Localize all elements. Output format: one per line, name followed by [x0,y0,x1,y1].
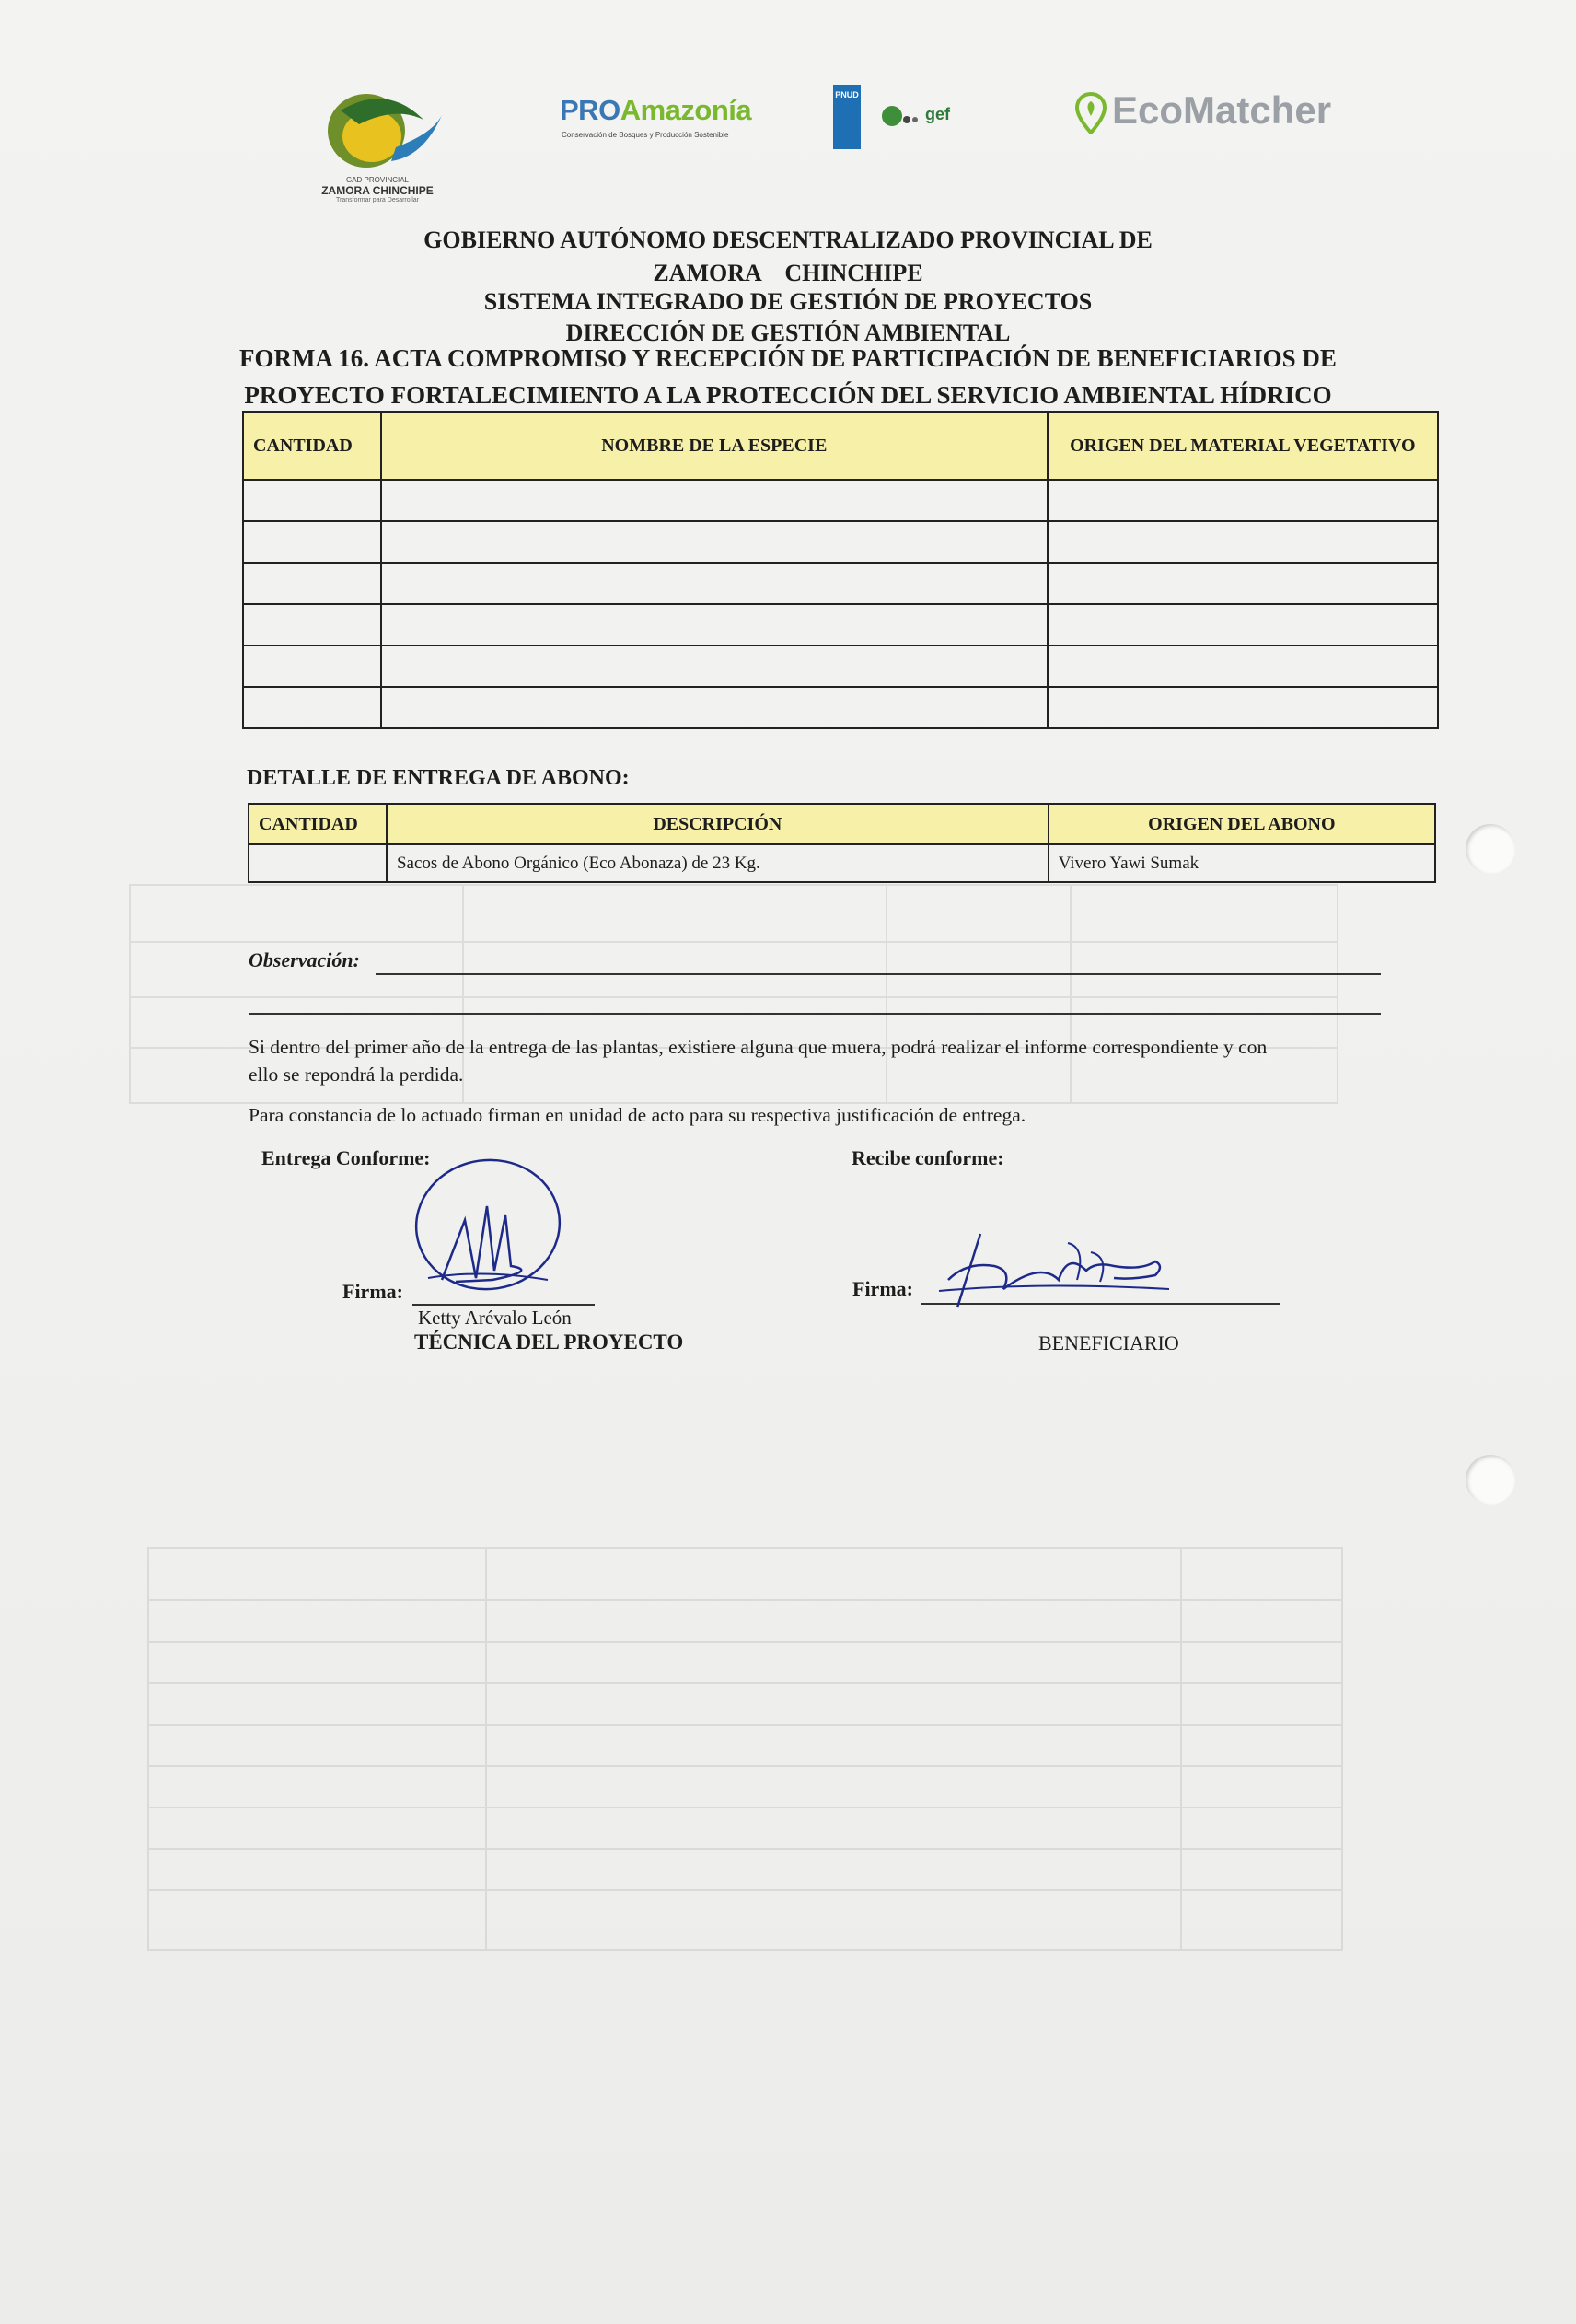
gef-text: gef [925,105,950,123]
cell-origen[interactable]: Vivero Yawi Sumak [1049,844,1435,882]
undp-logo [833,85,861,149]
map-pin-icon [1075,92,1107,134]
replacement-note-line2: ello se repondrá la perdida. [249,1063,464,1086]
replacement-note-line1: Si dentro del primer año de la entrega de las plantas, existiere alguna que muera, podrá realizar el informe correspondiente y con [249,1036,1268,1058]
cell-descripcion[interactable]: Sacos de Abono Orgánico (Eco Abonaza) de 23 Kg. [387,844,1049,882]
species-table [242,411,1439,729]
table-row [243,521,1438,563]
header-nombre-especie: NOMBRE DE LA ESPECIE [381,412,1048,480]
header-line-2: ZAMORA CHINCHIPE [653,260,923,286]
cell[interactable] [381,480,1048,521]
cell[interactable] [1048,563,1438,604]
header-line-4: DIRECCIÓN DE GESTIÓN AMBIENTAL [565,320,1011,346]
left-signature-image [391,1151,575,1307]
table-row [243,645,1438,687]
punch-hole [1466,1455,1515,1505]
left-signature-heading: Entrega Conforme: [261,1146,431,1169]
table-row [249,844,1435,882]
cell[interactable] [243,521,381,563]
cell[interactable] [243,687,381,728]
header-line-1: GOBIERNO AUTÓNOMO DESCENTRALIZADO PROVINCIAL DE [423,227,1153,253]
leaf-logo-icon [304,83,451,175]
table-header-row [249,804,1435,844]
table-row [243,687,1438,728]
right-signature-heading: Recibe conforme: [852,1146,1004,1169]
table-header-row [243,412,1438,480]
table-row [243,563,1438,604]
globe-icon [879,101,920,134]
header-origen-material: ORIGEN DEL MATERIAL VEGETATIVO [1048,412,1438,480]
left-signer-name: Ketty Arévalo León [418,1307,572,1329]
table-row [243,480,1438,521]
right-signer-role: BENEFICIARIO [1038,1331,1179,1354]
proamazonia-prefix: PRO [560,94,620,126]
header-line-5: FORMA 16. ACTA COMPROMISO Y RECEPCIÓN DE PARTICIPACIÓN DE BENEFICIARIOS DE [239,344,1337,372]
cell[interactable] [243,480,381,521]
observation-label: Observación: [249,948,360,971]
table-row [243,604,1438,645]
fertilizer-table [248,803,1436,883]
cell[interactable] [381,604,1048,645]
cell[interactable] [381,563,1048,604]
observation-line-2[interactable] [249,1013,1381,1015]
zamora-line3: Transformar para Desarrollar [336,197,419,203]
zamora-line1: GAD PROVINCIAL [345,176,409,184]
proamazonia-name: Amazonía [620,94,752,126]
gef-logo [879,101,953,138]
cell[interactable] [1048,480,1438,521]
cell[interactable] [1048,521,1438,563]
cell[interactable] [381,687,1048,728]
right-signature-image [930,1225,1178,1317]
cell[interactable] [1048,687,1438,728]
header-cantidad: CANTIDAD [243,412,381,480]
right-firma-label: Firma: [852,1277,913,1300]
zamora-line2: ZAMORA CHINCHIPE [321,184,434,197]
observation-line[interactable] [376,973,1381,975]
left-signer-role: TÉCNICA DEL PROYECTO [414,1330,684,1354]
header-line-6: PROYECTO FORTALECIMIENTO A LA PROTECCIÓN DEL SERVICIO AMBIENTAL HÍDRICO [244,381,1332,409]
header-cantidad: CANTIDAD [249,804,387,844]
cell[interactable] [243,563,381,604]
ghost-table [147,1547,1343,1951]
cell[interactable] [1048,645,1438,687]
attestation-note: Para constancia de lo actuado firman en unidad de acto para su respectiva justificación de entrega. [249,1104,1026,1126]
header-descripcion: DESCRIPCIÓN [387,804,1049,844]
fertilizer-section-title: DETALLE DE ENTREGA DE ABONO: [247,766,630,790]
proamazonia-subtitle: Conservación de Bosques y Producción Sostenible [562,131,729,139]
header-line-3: SISTEMA INTEGRADO DE GESTIÓN DE PROYECTOS [483,288,1093,315]
ecomatcher-text: EcoMatcher [1112,88,1332,132]
cell[interactable] [243,604,381,645]
ecomatcher-logo [1075,88,1331,134]
undp-text: PNUD [835,90,859,99]
cell[interactable] [243,645,381,687]
proamazonia-logo [560,94,751,127]
cell-cantidad[interactable] [249,844,387,882]
cell[interactable] [381,645,1048,687]
zamora-chinchipe-logo [304,83,451,203]
cell[interactable] [1048,604,1438,645]
punch-hole [1466,824,1515,874]
header-origen-abono: ORIGEN DEL ABONO [1049,804,1435,844]
left-firma-label: Firma: [342,1280,403,1303]
cell[interactable] [381,521,1048,563]
